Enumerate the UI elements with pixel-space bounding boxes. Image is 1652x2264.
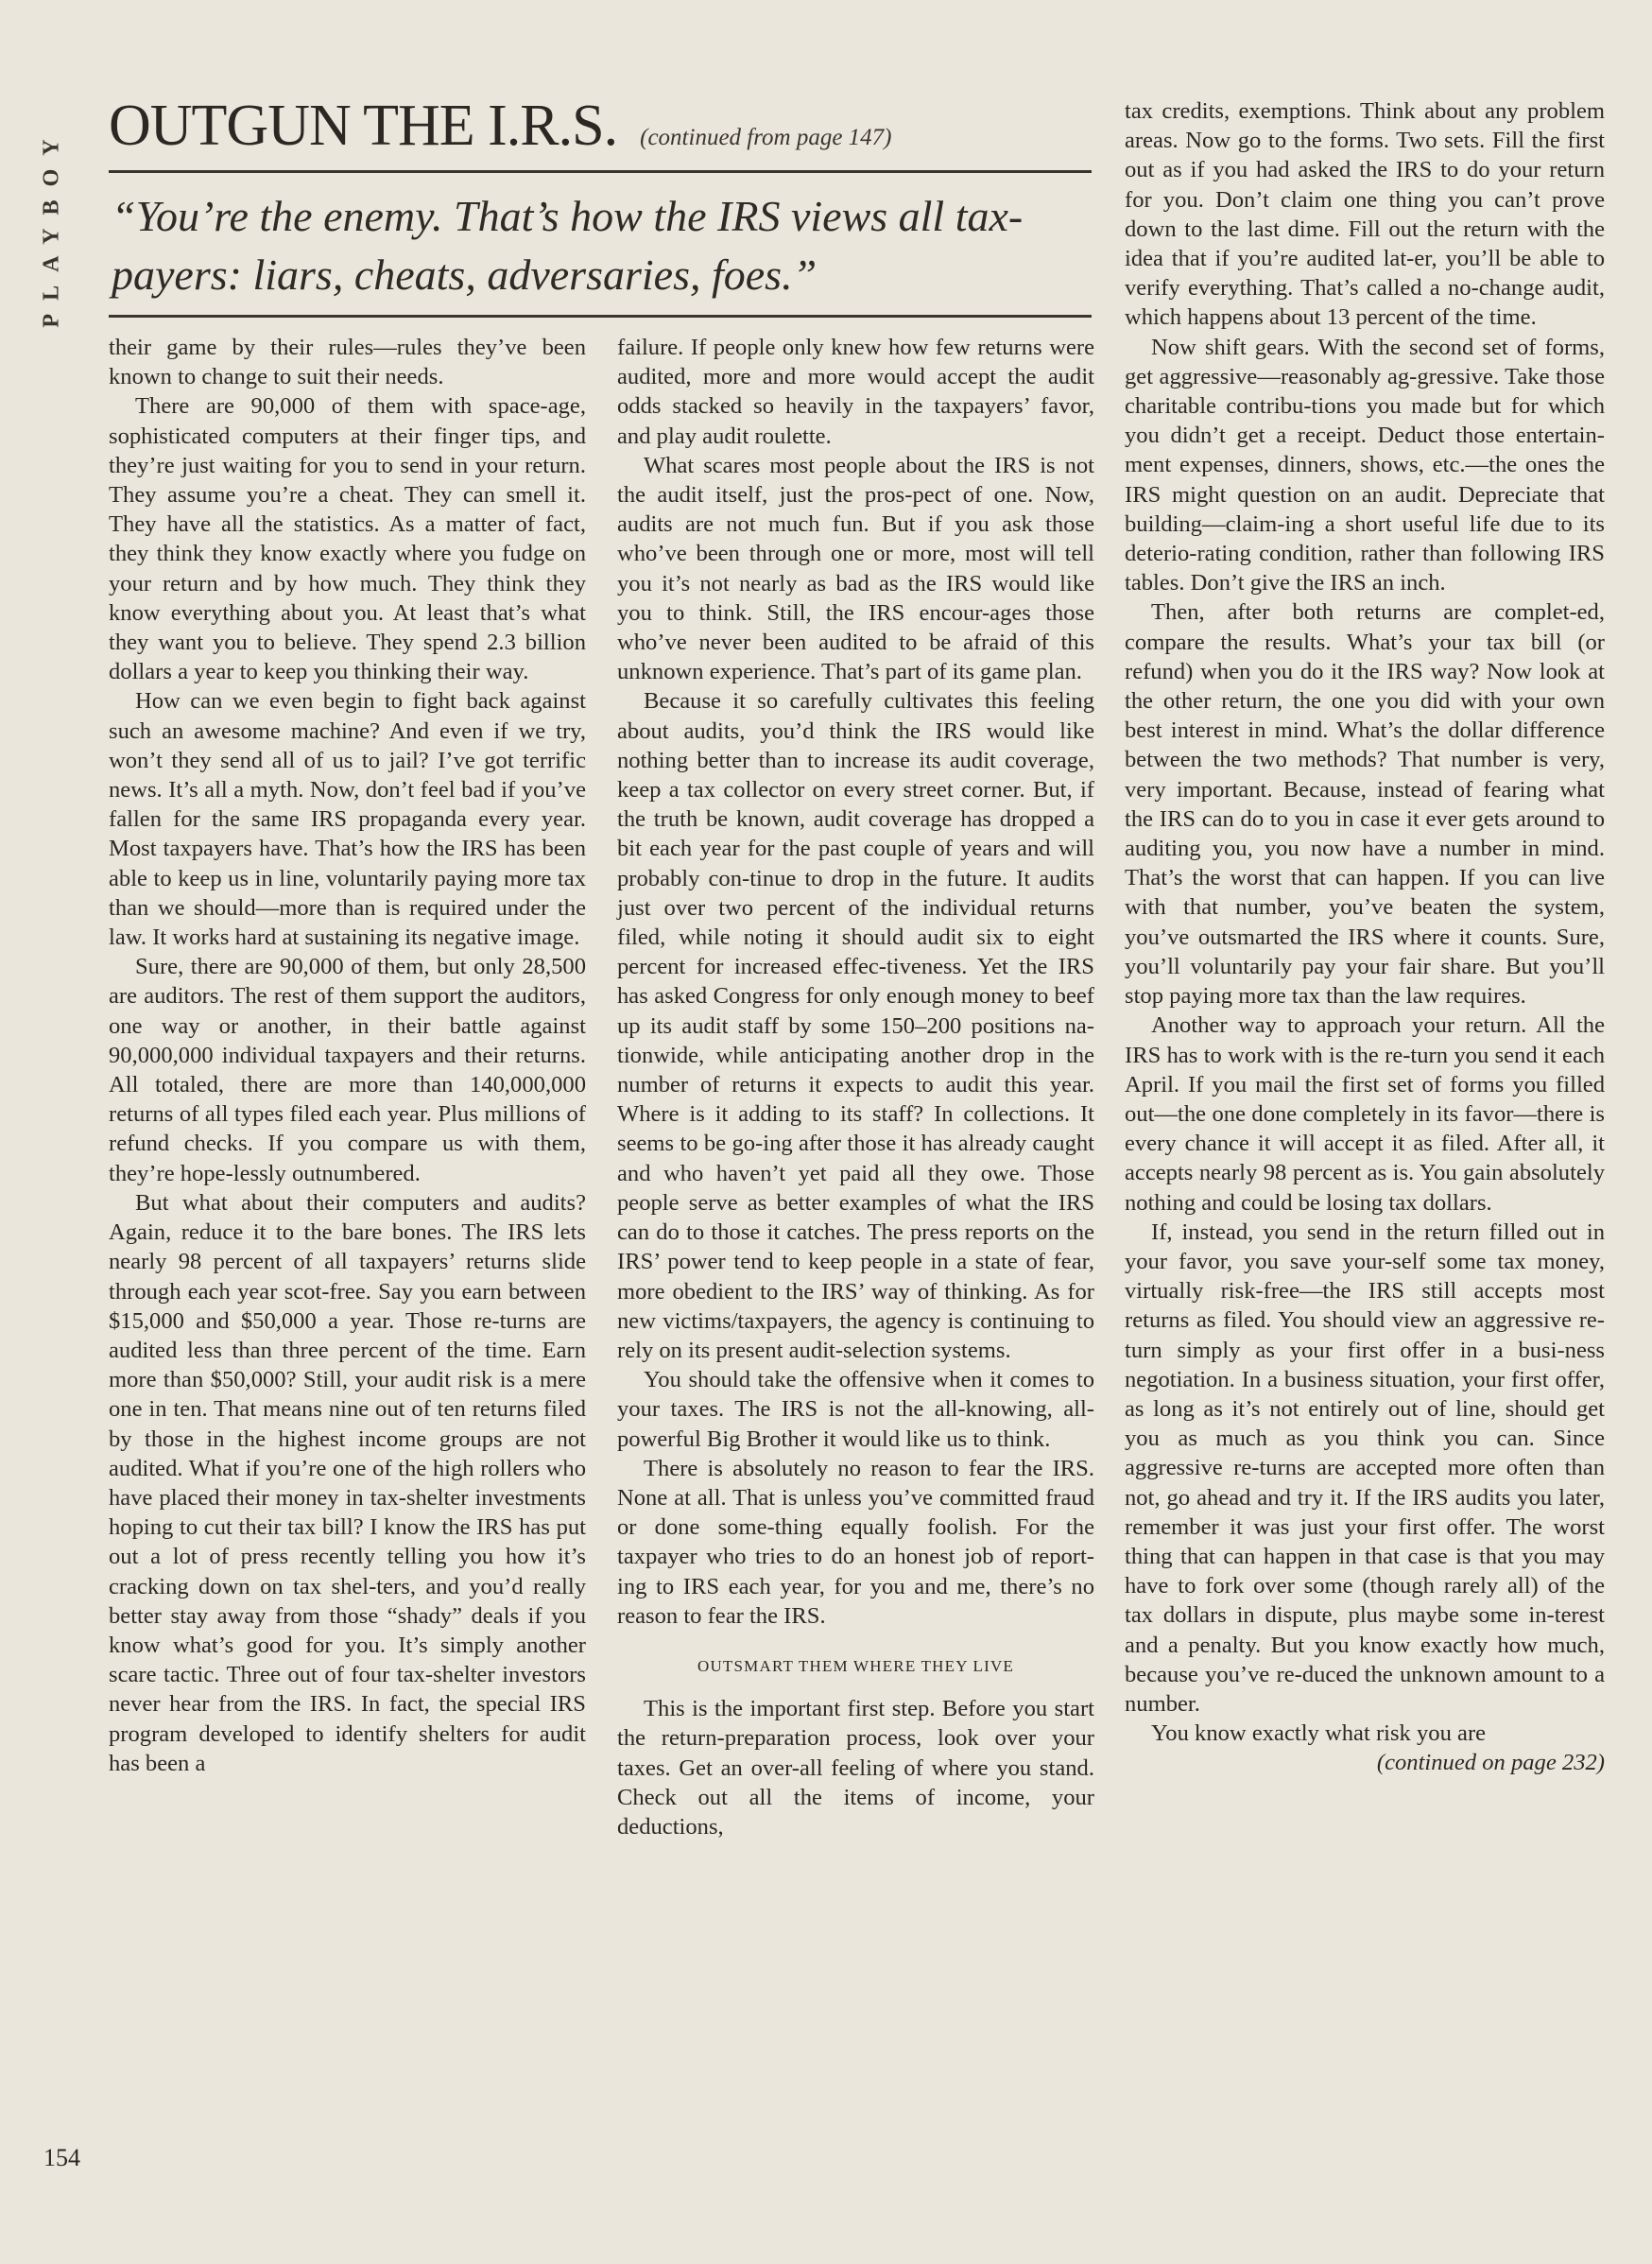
paragraph: Sure, there are 90,000 of them, but only 28,500 are auditors. The rest of them support the auditors, one way or another, in their battle against 90,000,000 individual taxpayers and their returns. All totaled, there are more than 140,000,000 returns of all types filed each year. Plus millions of refund checks. If you compare us with them, they’re hope-lessly outnumbered.: [109, 954, 586, 1186]
paragraph: Because it so carefully cultivates this feeling about audits, you’d think the IRS would like nothing better than to increase its audit coverage, keep a tax collector on every street corner. But, if the truth be known, audit coverage has dropped a bit each year for the past couple of years and will probably con-tinue to drop in the future. It audits just over two percent of the individual returns filed, while noting it should audit six to eight percent for increased effec-tiveness. Yet the IRS has asked Congress for only enough money to beef up its audit staff by some 150–200 positions na-tionwide, while anticipating another drop in the number of returns it expects to audit this year. Where is it adding to its staff? In collections. It seems to be go-ing after those it has already caught and who haven’t yet paid all they owe. Those people serve as better examples of what the IRS can do to those it catches. The press reports on the IRS’ power tend to keep people in a state of fear, more obedient to the IRS’ way of thinking. As for new victims/taxpayers, the agency is continuing to rely on its present audit-selection systems.: [617, 688, 1094, 1363]
article-column-1: [109, 333, 586, 1778]
section-subhead: OUTSMART THEM WHERE THEY LIVE: [697, 1656, 1015, 1675]
paragraph: Then, after both returns are complet-ed, compare the results. What’s your tax bill (or refund) when you do it the IRS way? Now look at the other return, the one you did with your own best interest in mind. What’s the dollar difference between the two methods? That number is very, very important. Because, instead of fearing what the IRS can do to you in case it ever gets around to auditing you, you now have a number in mind. That’s the worst that can happen. If you can live with that number, you’ve beaten the system, you’ve outsmarted the IRS where it counts. Sure, you’ll voluntarily pay your fair share. But you’ll stop paying more tax than the law requires.: [1125, 599, 1605, 1010]
continued-on-note: (continued on page 232): [1376, 1750, 1605, 1776]
pull-quote-rule: [109, 315, 1092, 318]
article-headline: OUTGUN THE I.R.S.: [109, 94, 618, 158]
paragraph: Another way to approach your return. All the IRS has to work with is the re-turn you send it each April. If you mail the first set of forms you filled out—the one done completely in its favor—there is every chance it will accept it as filed. After all, it accepts nearly 98 percent as is. You gain absolutely nothing and could be losing tax dollars.: [1125, 1012, 1605, 1216]
paragraph: failure. If people only knew how few returns were audited, more and more would accept the audit odds stacked so heavily in the taxpayers’ favor, and play audit roulette.: [617, 335, 1094, 449]
page-number: 154: [43, 2144, 80, 2171]
paragraph: You should take the offensive when it comes to your taxes. The IRS is not the all-knowing, all-powerful Big Brother it would like us to think.: [617, 1367, 1094, 1452]
paragraph: How can we even begin to fight back against such an awesome machine? And even if we try, won’t they send all of us to jail? I’ve got terrific news. It’s all a myth. Now, don’t feel bad if you’ve fallen for the same IRS propaganda every year. Most taxpayers have. That’s how the IRS has been able to keep us in line, voluntarily paying more tax than we should—more than is required under the law. It works hard at sustaining its negative image.: [109, 688, 586, 951]
article-column-3: [1125, 96, 1605, 1778]
masthead-brand: [38, 104, 66, 350]
paragraph: Now shift gears. With the second set of forms, get aggressive—reasonably ag-gressive. Take those charitable contribu-tions you made but for which you didn’t get a receipt. Deduct those entertain-ment expenses, dinners, shows, etc.—the ones the IRS might question on an audit. Depreciate that building—claim-ing a short useful life due to its deterio-rating condition, rather than following IRS tables. Don’t give the IRS an inch.: [1125, 334, 1605, 596]
paragraph: You know exactly what risk you are: [1151, 1720, 1487, 1747]
paragraph: This is the important first step. Before you start the return-preparation process, look over your taxes. Get an over-all feeling of where you stand. Check out all the items of income, your deductions,: [617, 1696, 1094, 1840]
paragraph: tax credits, exemptions. Think about any problem areas. Now go to the forms. Two sets. Fill the first out as if you had asked the IRS to do your return for you. Don’t claim one thing you can’t prove down to the last dime. Fill out the return with the idea that if you’re audited lat-er, you’ll be able to verify everything. That’s called a no-change audit, which happens about 13 percent of the time.: [1125, 98, 1605, 331]
headline-rule: [109, 170, 1092, 173]
article-column-2: [617, 333, 1094, 1841]
paragraph: their game by their rules—rules they’ve been known to change to suit their needs.: [109, 335, 586, 390]
pull-quote: “You’re the enemy. That’s how the IRS views all tax-payers: liars, cheats, adversaries, foes.”: [112, 192, 1024, 299]
paragraph: There are 90,000 of them with space-age, sophisticated computers at their finger tips, and they’re just waiting for you to send in your return. They assume you’re a cheat. They can smell it. They have all the statistics. As a matter of fact, they think they know exactly where you fudge on your return and by how much. They think they know everything about you. At least that’s what they want you to believe. They spend 2.3 billion dollars a year to keep you thinking their way.: [109, 393, 586, 685]
paragraph: What scares most people about the IRS is not the audit itself, just the pros-pect of one. Now, audits are not much fun. But if you ask those who’ve been through one or more, most will tell you it’s not nearly as bad as the IRS would like you to think. Still, the IRS encour-ages those who’ve never been audited to be afraid of this unknown experience. That’s part of its game plan.: [617, 452, 1094, 685]
masthead-brand-text: PLAYBOY: [39, 126, 64, 328]
continued-from-note: (continued from page 147): [640, 125, 892, 150]
paragraph: There is absolutely no reason to fear the IRS. None at all. That is unless you’ve committed fraud or done some-thing equally foolish. For the taxpayer who tries to do an honest job of report-ing to IRS each year, for you and me, there’s no reason to fear the IRS.: [617, 1455, 1094, 1629]
paragraph: If, instead, you send in the return filled out in your favor, you save your-self some tax money, virtually risk-free—the IRS still accepts most returns as filed. You should view an aggressive re-turn simply as your first offer in a busi-ness negotiation. In a business situation, your first offer, as long as it’s not entirely out of line, should get you as much as you think you can. Since aggressive re-turns are accepted more often than not, go ahead and try it. If the IRS audits you later, remember it was just your first offer. The worst thing that can happen in that case is that you may have to fork over some (though rarely all) of the tax dollars in dispute, plus maybe some in-terest and a penalty. But you know exactly how much, because you’ve re-duced the unknown amount to a number.: [1125, 1218, 1605, 1717]
paragraph: But what about their computers and audits? Again, reduce it to the bare bones. The IRS lets nearly 98 percent of all taxpayers’ returns slide through each year scot-free. Say you earn between $15,000 and $50,000 a year. Those re-turns are audited less than three percent of the time. Earn more than $50,000? Still, your audit risk is a mere one in ten. That means nine out of ten returns filed by those in the highest income groups are not audited. What if you’re one of the high rollers who have placed their money in tax-shelter investments hoping to cut their tax bill? I know the IRS has put out a lot of press recently telling you how it’s cracking down on tax shel-ters, and you’d really better stay away from those “shady” deals if you know what’s good for you. It’s simply another scare tactic. Three out of four tax-shelter investors never hear from the IRS. In fact, the special IRS program developed to identify shelters for audit has been a: [109, 1189, 586, 1776]
headline-row: [109, 93, 1082, 159]
